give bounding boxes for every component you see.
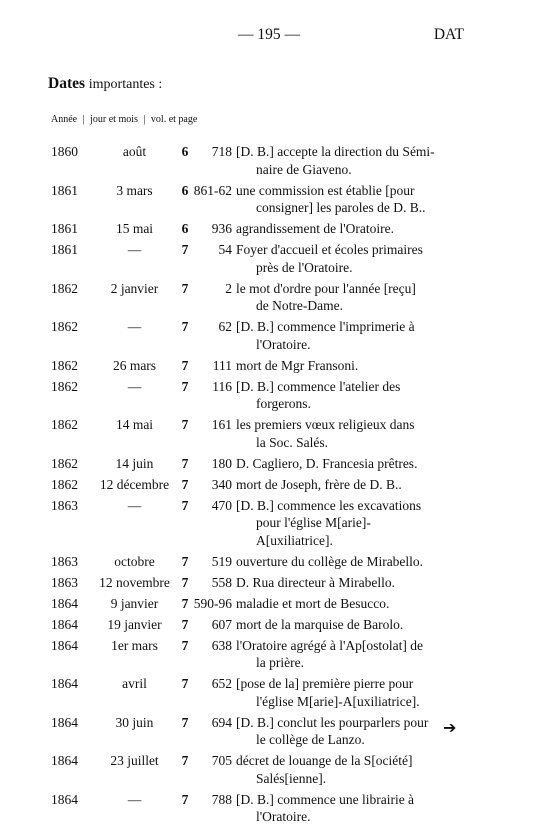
- table-row: [51, 280, 447, 319]
- description-line: [D. B.] accepte la direction du Sémi-: [236, 143, 447, 161]
- entry-description: [236, 220, 447, 241]
- entry-description: [236, 182, 447, 221]
- table-row: [51, 637, 447, 676]
- entry-volume: 7: [180, 318, 190, 357]
- entry-description: [236, 752, 447, 791]
- entry-day: 14 juin: [89, 455, 180, 476]
- entry-day: 1er mars: [89, 637, 180, 676]
- entry-day: 15 mai: [89, 220, 180, 241]
- entry-volume: 7: [180, 616, 190, 637]
- entry-page: 470: [190, 497, 236, 553]
- entry-year: 1861: [51, 182, 89, 221]
- entry-description: [236, 637, 447, 676]
- description-line: Foyer d'accueil et écoles primaires: [236, 241, 447, 259]
- arrow-right-icon: ➔: [443, 718, 456, 737]
- entry-volume: 7: [180, 416, 190, 455]
- description-line: l'Oratoire agrégé à l'Ap[ostolat] de: [236, 637, 447, 655]
- entry-day: —: [89, 497, 180, 553]
- entry-volume: 6: [180, 143, 190, 182]
- table-row: [51, 553, 447, 574]
- description-continuation: l'Oratoire.: [236, 808, 447, 826]
- description-continuation: Salés[ienne].: [236, 770, 447, 788]
- entry-year: 1862: [51, 280, 89, 319]
- entry-day: 26 mars: [89, 357, 180, 378]
- entry-page: 694: [190, 714, 236, 753]
- entry-year: 1863: [51, 574, 89, 595]
- entry-page: 111: [190, 357, 236, 378]
- entry-year: 1860: [51, 143, 89, 182]
- table-row: [51, 357, 447, 378]
- dates-table-body: [51, 143, 447, 829]
- table-row: [51, 455, 447, 476]
- entry-page: 2: [190, 280, 236, 319]
- entry-year: 1864: [51, 637, 89, 676]
- entry-year: 1862: [51, 318, 89, 357]
- entry-day: octobre: [89, 553, 180, 574]
- description-line: maladie et mort de Besucco.: [236, 595, 447, 613]
- entry-page: 519: [190, 553, 236, 574]
- description-line: D. Rua directeur à Mirabello.: [236, 574, 447, 592]
- entry-year: 1862: [51, 416, 89, 455]
- entry-day: 2 janvier: [89, 280, 180, 319]
- table-row: [51, 497, 447, 553]
- entry-day: 30 juin: [89, 714, 180, 753]
- table-row: [51, 595, 447, 616]
- entry-page: 558: [190, 574, 236, 595]
- entry-day: 9 janvier: [89, 595, 180, 616]
- entry-year: 1863: [51, 497, 89, 553]
- entry-description: [236, 280, 447, 319]
- entry-page: 718: [190, 143, 236, 182]
- entry-description: [236, 357, 447, 378]
- table-row: [51, 220, 447, 241]
- entry-page: 161: [190, 416, 236, 455]
- entry-day: 19 janvier: [89, 616, 180, 637]
- entry-year: 1862: [51, 357, 89, 378]
- table-row: [51, 241, 447, 280]
- entry-day: avril: [89, 675, 180, 714]
- entry-volume: 7: [180, 476, 190, 497]
- entry-day: 23 juillet: [89, 752, 180, 791]
- table-row: [51, 143, 447, 182]
- entry-description: [236, 616, 447, 637]
- entry-day: —: [89, 791, 180, 829]
- description-continuation: pour l'église M[arie]-A[uxiliatrice].: [236, 514, 447, 549]
- entry-volume: 7: [180, 637, 190, 676]
- entry-year: 1864: [51, 791, 89, 829]
- description-continuation: consigner] les paroles de D. B..: [236, 199, 447, 217]
- description-line: décret de louange de la S[ociété]: [236, 752, 447, 770]
- entry-day: 3 mars: [89, 182, 180, 221]
- description-continuation: la prière.: [236, 654, 447, 672]
- entry-page: 638: [190, 637, 236, 676]
- entry-page: 705: [190, 752, 236, 791]
- description-line: [D. B.] conclut les pourparlers pour: [236, 714, 447, 732]
- entry-volume: 7: [180, 553, 190, 574]
- entry-page: 590-96: [190, 595, 236, 616]
- entry-volume: 7: [180, 455, 190, 476]
- table-row: [51, 476, 447, 497]
- table-row: [51, 318, 447, 357]
- entry-description: [236, 595, 447, 616]
- entry-description: [236, 553, 447, 574]
- entry-volume: 7: [180, 357, 190, 378]
- description-line: [D. B.] commence l'atelier des: [236, 378, 447, 396]
- section-title-main: Dates: [48, 75, 85, 92]
- entry-page: 861-62: [190, 182, 236, 221]
- description-line: [pose de la] première pierre pour: [236, 675, 447, 693]
- table-row: [51, 675, 447, 714]
- entry-volume: 7: [180, 791, 190, 829]
- entry-description: [236, 143, 447, 182]
- description-line: [D. B.] commence une librairie à: [236, 791, 447, 809]
- entry-page: 340: [190, 476, 236, 497]
- entry-description: [236, 416, 447, 455]
- description-line: mort de la marquise de Barolo.: [236, 616, 447, 634]
- table-row: [51, 714, 447, 753]
- entry-year: 1864: [51, 616, 89, 637]
- table-row: [51, 616, 447, 637]
- description-line: les premiers vœux religieux dans: [236, 416, 447, 434]
- column-header: [51, 114, 197, 125]
- table-row: [51, 574, 447, 595]
- entry-volume: 7: [180, 752, 190, 791]
- entry-description: [236, 574, 447, 595]
- entry-year: 1861: [51, 220, 89, 241]
- description-line: le mot d'ordre pour l'année [reçu]: [236, 280, 447, 298]
- entry-page: 116: [190, 378, 236, 417]
- description-line: D. Cagliero, D. Francesia prêtres.: [236, 455, 447, 473]
- description-continuation: l'église M[arie]-A[uxiliatrice].: [236, 693, 447, 711]
- entry-description: [236, 241, 447, 280]
- entry-page: 607: [190, 616, 236, 637]
- entry-volume: 7: [180, 280, 190, 319]
- entry-page: 180: [190, 455, 236, 476]
- entry-page: 652: [190, 675, 236, 714]
- entry-page: 788: [190, 791, 236, 829]
- entry-description: [236, 675, 447, 714]
- description-continuation: l'Oratoire.: [236, 336, 447, 354]
- entry-description: [236, 714, 447, 753]
- entry-volume: 6: [180, 182, 190, 221]
- entry-year: 1864: [51, 714, 89, 753]
- entry-day: —: [89, 378, 180, 417]
- entry-volume: 7: [180, 241, 190, 280]
- entry-description: [236, 318, 447, 357]
- description-line: agrandissement de l'Oratoire.: [236, 220, 447, 238]
- entry-year: 1864: [51, 595, 89, 616]
- entry-year: 1861: [51, 241, 89, 280]
- table-row: [51, 791, 447, 829]
- entry-day: 12 décembre: [89, 476, 180, 497]
- entry-day: 12 novembre: [89, 574, 180, 595]
- entry-year: 1862: [51, 455, 89, 476]
- entry-description: [236, 497, 447, 553]
- column-divider: |: [143, 114, 145, 125]
- description-continuation: de Notre-Dame.: [236, 297, 447, 315]
- entry-year: 1862: [51, 378, 89, 417]
- description-line: ouverture du collège de Mirabello.: [236, 553, 447, 571]
- table-row: [51, 182, 447, 221]
- page-number: — 195 —: [0, 26, 538, 44]
- description-continuation: près de l'Oratoire.: [236, 259, 447, 277]
- entry-volume: 7: [180, 595, 190, 616]
- description-continuation: le collège de Lanzo.: [236, 731, 447, 749]
- entry-year: 1863: [51, 553, 89, 574]
- entry-day: août: [89, 143, 180, 182]
- description-continuation: naire de Giaveno.: [236, 161, 447, 179]
- column-divider: |: [83, 114, 85, 125]
- entry-volume: 7: [180, 497, 190, 553]
- entry-year: 1862: [51, 476, 89, 497]
- entry-year: 1864: [51, 752, 89, 791]
- entry-page: 936: [190, 220, 236, 241]
- entry-volume: 6: [180, 220, 190, 241]
- description-line: une commission est établie [pour: [236, 182, 447, 200]
- column-header-year: Année: [51, 114, 77, 125]
- entry-day: —: [89, 318, 180, 357]
- description-continuation: forgerons.: [236, 395, 447, 413]
- entry-description: [236, 476, 447, 497]
- entry-volume: 7: [180, 675, 190, 714]
- description-line: mort de Mgr Fransoni.: [236, 357, 447, 375]
- entry-page: 54: [190, 241, 236, 280]
- description-line: mort de Joseph, frère de D. B..: [236, 476, 447, 494]
- description-continuation: la Soc. Salés.: [236, 434, 447, 452]
- table-row: [51, 378, 447, 417]
- description-line: [D. B.] commence les excavations: [236, 497, 447, 515]
- entry-page: 62: [190, 318, 236, 357]
- section-title: [48, 75, 162, 93]
- section-subtitle: importantes :: [89, 77, 163, 92]
- running-head: DAT: [434, 26, 464, 44]
- entry-year: 1864: [51, 675, 89, 714]
- entry-day: 14 mai: [89, 416, 180, 455]
- column-header-ref: vol. et page: [151, 114, 197, 125]
- entry-description: [236, 791, 447, 829]
- description-line: [D. B.] commence l'imprimerie à: [236, 318, 447, 336]
- entry-volume: 7: [180, 714, 190, 753]
- entry-volume: 7: [180, 378, 190, 417]
- table-row: [51, 416, 447, 455]
- table-row: [51, 752, 447, 791]
- entry-day: —: [89, 241, 180, 280]
- entry-description: [236, 378, 447, 417]
- entry-volume: 7: [180, 574, 190, 595]
- column-header-day: jour et mois: [90, 114, 138, 125]
- dates-table: [51, 143, 447, 829]
- entry-description: [236, 455, 447, 476]
